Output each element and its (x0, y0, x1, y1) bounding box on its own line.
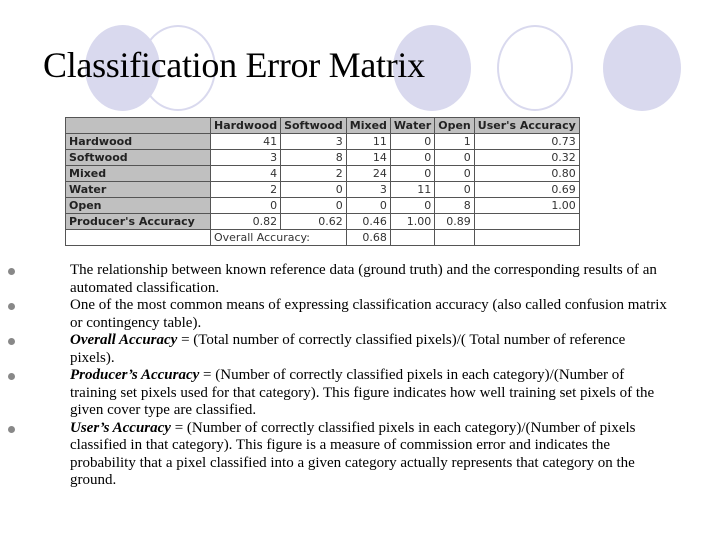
column-header: Mixed (346, 118, 390, 134)
table-cell: 1 (435, 134, 475, 150)
row-label: Water (66, 182, 211, 198)
bullet-item (8, 367, 668, 420)
table-cell: 8 (435, 198, 475, 214)
bullet-item (8, 332, 668, 367)
table-cell: 0.62 (281, 214, 347, 230)
overall-accuracy-value: 0.68 (346, 230, 390, 246)
column-header: Hardwood (211, 118, 281, 134)
row-label: Producer's Accuracy (66, 214, 211, 230)
empty-cell (435, 230, 475, 246)
row-label: Mixed (66, 166, 211, 182)
table-cell: 0 (211, 198, 281, 214)
table-cell: 11 (346, 134, 390, 150)
table-cell: 0 (390, 150, 434, 166)
bullet-icon (8, 373, 15, 380)
table-cell: 0.82 (211, 214, 281, 230)
table-cell: 3 (211, 150, 281, 166)
table-cell: 0.80 (474, 166, 579, 182)
header-row (66, 118, 580, 134)
bullet-icon (8, 303, 15, 310)
table-cell: 4 (211, 166, 281, 182)
overall-accuracy-label: Overall Accuracy: (211, 230, 347, 246)
overall-accuracy-row (66, 230, 580, 246)
table-cell: 3 (281, 134, 347, 150)
table-cell: 0.46 (346, 214, 390, 230)
bullet-text: The relationship between known reference data (ground truth) and the corresponding results of an automated classification. (70, 262, 657, 296)
bullet-term: User’s Accuracy (70, 419, 171, 436)
table-cell: 0 (281, 182, 347, 198)
empty-cell (474, 214, 579, 230)
column-header: Open (435, 118, 475, 134)
bullet-list (8, 262, 668, 490)
table-cell: 2 (211, 182, 281, 198)
table-row (66, 198, 580, 214)
table-cell: 14 (346, 150, 390, 166)
decor-circle (497, 25, 573, 111)
table-cell: 11 (390, 182, 434, 198)
bullet-text: = (Total number of correctly classified pixels)/( Total number of reference pixels). (70, 332, 626, 366)
table-row (66, 166, 580, 182)
table-row (66, 182, 580, 198)
table-cell: 1.00 (474, 198, 579, 214)
row-label: Open (66, 198, 211, 214)
bullet-item (8, 262, 668, 297)
column-header: User's Accuracy (474, 118, 579, 134)
table-cell: 0 (390, 134, 434, 150)
bullet-text: = (Number of correctly classified pixels in each category)/(Number of training set pixels used for that category). This figure indicates how well training set pixels of the given cover type are classified. (70, 367, 655, 418)
bullet-term: Producer’s Accuracy (70, 367, 200, 383)
slide-title: Classification Error Matrix (43, 45, 425, 85)
table-cell: 41 (211, 134, 281, 150)
table-cell: 0 (281, 198, 347, 214)
decor-circle (603, 25, 681, 111)
table-cell: 0 (435, 150, 475, 166)
empty-cell (474, 230, 579, 246)
table-cell: 0 (435, 182, 475, 198)
error-matrix-table (65, 117, 580, 246)
bullet-item (8, 420, 668, 490)
table-cell: 0.69 (474, 182, 579, 198)
bullet-icon (8, 338, 15, 345)
table-row (66, 150, 580, 166)
bullet-icon (8, 426, 15, 433)
bullet-item (8, 297, 668, 332)
producers-accuracy-row (66, 214, 580, 230)
table-cell: 8 (281, 150, 347, 166)
table-cell: 24 (346, 166, 390, 182)
row-label: Softwood (66, 150, 211, 166)
table-cell: 0.73 (474, 134, 579, 150)
table-cell: 0 (390, 198, 434, 214)
column-header: Water (390, 118, 434, 134)
corner-cell (66, 118, 211, 134)
row-label: Hardwood (66, 134, 211, 150)
bullet-icon (8, 268, 15, 275)
table-cell: 0 (390, 166, 434, 182)
table-row (66, 134, 580, 150)
table-cell: 2 (281, 166, 347, 182)
table-cell: 0 (346, 198, 390, 214)
bullet-term: Overall Accuracy (70, 332, 178, 348)
table-cell: 3 (346, 182, 390, 198)
table-cell: 0 (435, 166, 475, 182)
bullet-text: One of the most common means of expressing classification accuracy (also called confusion matrix or contingency table). (70, 297, 667, 331)
bullet-text: = (Number of correctly classified pixels in each category)/(Number of pixels classified in that category). This figure is a measure of commission error and indicates the probability that a pixel classified into a given category actually represents that category on the ground. (70, 419, 636, 488)
empty-cell (66, 230, 211, 246)
empty-cell (390, 230, 434, 246)
column-header: Softwood (281, 118, 347, 134)
table-cell: 1.00 (390, 214, 434, 230)
table-cell: 0.32 (474, 150, 579, 166)
table-cell: 0.89 (435, 214, 475, 230)
